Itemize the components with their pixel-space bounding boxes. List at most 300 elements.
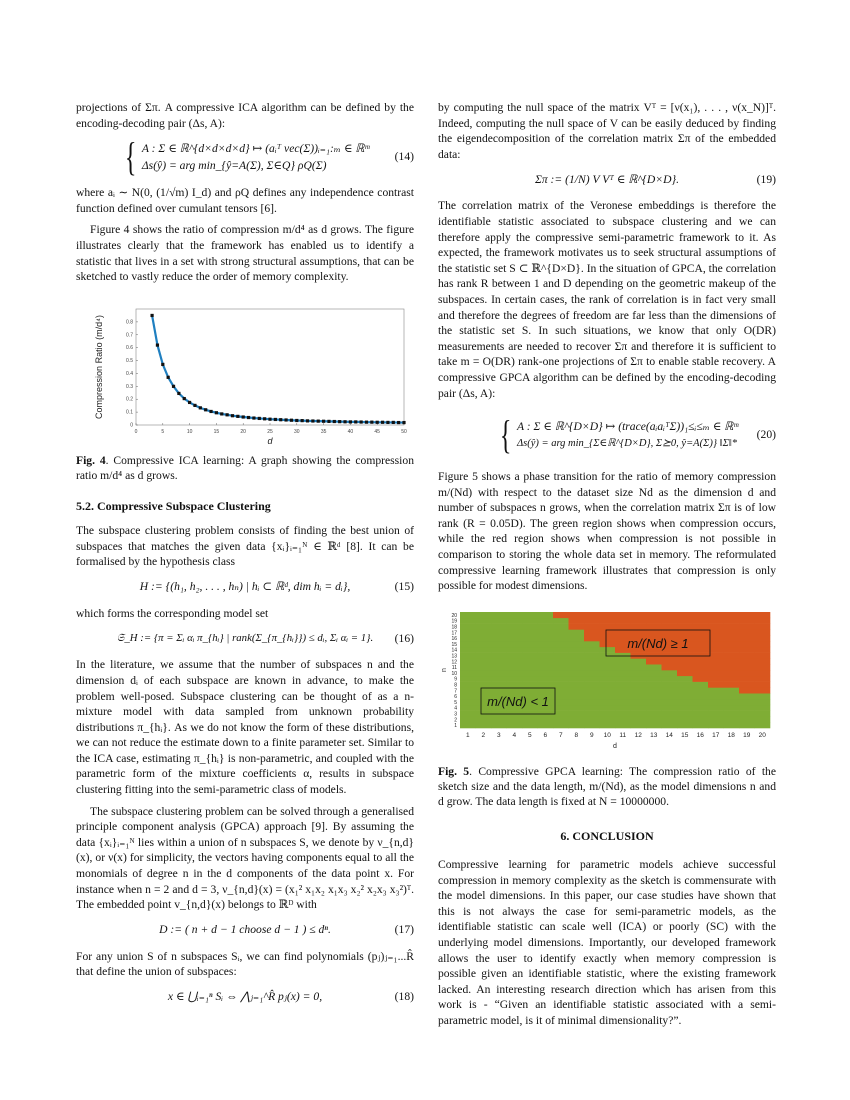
x-tick-label: 3 [496,731,501,739]
heatmap-cell [600,641,616,647]
heatmap-cell [600,647,616,653]
heatmap-cell [646,681,662,687]
heatmap-cell [553,676,569,682]
heatmap-cell [724,623,740,629]
heatmap-cell [662,670,678,676]
data-point [279,418,282,421]
heatmap-cell [600,676,616,682]
heatmap-cell [677,716,693,722]
x-tick-label: 20 [758,731,766,739]
heatmap-cell [615,699,631,705]
heatmap-cell [708,710,724,716]
x-tick-label: 2 [481,731,486,739]
heatmap-cell [569,710,585,716]
heatmap-cell [569,618,585,624]
heatmap-cell [677,710,693,716]
heatmap-cell [460,722,476,728]
heatmap-cell [538,623,554,629]
heatmap-cell [507,676,523,682]
heatmap-cell [755,716,771,722]
heatmap-cell [739,647,755,653]
heatmap-cell [662,664,678,670]
heatmap-cell [755,681,771,687]
heatmap-cell [600,635,616,641]
heatmap-cell [460,687,476,693]
y-tick-label: 9 [454,676,457,683]
paragraph: The subspace clustering problem consists of finding the best union of subspaces that matches the given data {xᵢ}ᵢ₌₁ᴺ ∈ ℝᵈ [8]. It can be formalised by the hypothesis class [76,523,414,569]
heatmap-cell [739,635,755,641]
heatmap-cell [507,612,523,618]
heatmap-cell [677,670,693,676]
heatmap-cell [677,722,693,728]
x-tick-label: 4 [512,731,517,739]
heatmap-cell [739,676,755,682]
heatmap-cell [569,635,585,641]
heatmap-cell [491,635,507,641]
equation-20: { A : Σ ∈ ℝ^{D×D} ↦ (trace(aᵢaᵢᵀΣ))₁≤ᵢ≤ₘ ∈ ℝᵐ Δs(ŷ) = arg min_{Σ∈ℝ^{D×D}, Σ⪰0, ŷ=A(Σ)} ‖Σ‖* (20) [499,412,776,458]
heatmap-cell [724,699,740,705]
heatmap-cell [708,693,724,699]
heatmap-cell [553,652,569,658]
x-tick-label: 20 [240,428,246,435]
heatmap-cell [662,687,678,693]
y-tick-label: 0.5 [126,357,133,364]
equation-number: (19) [756,172,776,186]
heatmap-cell [553,647,569,653]
data-point [156,343,159,346]
heatmap-cell [662,612,678,618]
heatmap-cell [476,681,492,687]
data-point [226,413,229,416]
y-tick-label: 8 [454,682,457,689]
heatmap-cell [755,670,771,676]
y-tick-label: 0.4 [126,370,133,377]
heatmap-cell [553,722,569,728]
heatmap-cell [600,658,616,664]
heatmap-cell [522,635,538,641]
heatmap-cell [522,676,538,682]
heatmap-cell [615,618,631,624]
heatmap-cell [662,681,678,687]
heatmap-cell [739,705,755,711]
heatmap-cell [491,658,507,664]
heatmap-cell [600,722,616,728]
heatmap-cell [646,670,662,676]
heatmap-cell [708,687,724,693]
section-heading-6: 6. CONCLUSION [560,829,654,844]
heatmap-cell [491,664,507,670]
heatmap-cell [677,618,693,624]
heatmap-cell [584,710,600,716]
heatmap-cell [739,681,755,687]
heatmap-cell [755,629,771,635]
heatmap-cell [569,658,585,664]
heatmap-cell [662,705,678,711]
x-tick-label: 1 [465,731,470,739]
heatmap-cell [538,670,554,676]
heatmap-cell [507,635,523,641]
x-tick-label: 11 [619,731,627,739]
heatmap-cell [491,716,507,722]
heatmap-cell [755,693,771,699]
heatmap-cell [693,647,709,653]
heatmap-cell [631,722,647,728]
equation-18: x ∈ ⋃ᵢ₌₁ⁿ Sᵢ ⇔ ⋀ⱼ₌₁^R̂ pⱼ(x) = 0, (18) [167,990,414,1004]
heatmap-cell [522,641,538,647]
heatmap-cell [739,716,755,722]
data-point [284,418,287,421]
heatmap-cell [491,641,507,647]
heatmap-cell [507,664,523,670]
heatmap-cell [739,658,755,664]
heatmap-cell [708,722,724,728]
right-column [438,100,776,1035]
heatmap-cell [460,623,476,629]
heatmap-cell [662,676,678,682]
heatmap-cell [584,618,600,624]
data-point [386,421,389,424]
heatmap-cell [739,693,755,699]
heatmap-cell [724,710,740,716]
heatmap-cell [584,664,600,670]
heatmap-cell [460,681,476,687]
x-tick-label: 6 [543,731,548,739]
y-tick-label: 15 [451,641,457,648]
heatmap-cell [600,716,616,722]
heatmap-cell [693,623,709,629]
heatmap-cell [460,647,476,653]
heatmap-cell [646,722,662,728]
heatmap-cell [569,681,585,687]
heatmap-cell [491,623,507,629]
heatmap-cell [739,710,755,716]
heatmap-cell [600,705,616,711]
heatmap-cell [584,693,600,699]
heatmap-cell [600,710,616,716]
equation-number: (15) [394,579,414,593]
x-tick-label: 13 [650,731,658,739]
heatmap-cell [584,676,600,682]
heatmap-cell [538,612,554,618]
data-point [370,420,373,423]
heatmap-cell [755,722,771,728]
heatmap-cell [522,647,538,653]
heatmap-cell [600,687,616,693]
data-point [258,417,261,420]
heatmap-cell [693,693,709,699]
heatmap-cell [507,618,523,624]
heatmap-cell [584,699,600,705]
equation-number: (14) [394,150,414,164]
heatmap-cell [724,618,740,624]
data-point [354,420,357,423]
heatmap-cell [724,612,740,618]
heatmap-cell [476,658,492,664]
heatmap-cell [476,722,492,728]
heatmap-cell [755,664,771,670]
heatmap-cell [646,693,662,699]
x-tick-label: 35 [320,428,327,435]
figure-4-caption [76,453,414,483]
heatmap-cell [600,681,616,687]
heatmap-cell [584,623,600,629]
heatmap-cell [476,652,492,658]
heatmap-cell [724,652,740,658]
paragraph: Compressive learning for parametric models achieve successful compression in memory complexity as the sketch is commensurate with the model dimensions. In this paper, our case studies have shown that this is not always the case for semi-parametric models, as the identifiable statistic can scale well (ICA) or poorly (SC) with the underlying model dimensions. Importantly, our developed framework allows the user to identify exactly when memory compression is possible given an identifiable statistic, where the existing framework lacked. An interesting research direction which has arisen from this work is - “Given an identifiable statistic associated with a semi-parametric model, is it of minimal dimensionality?”. [438,858,776,1027]
heatmap-cell [460,652,476,658]
heatmap-cell [631,658,647,664]
caption-label: Fig. 5 [438,765,470,779]
heatmap-cell [693,658,709,664]
data-point [150,314,153,317]
heatmap-cell [693,699,709,705]
heatmap-cell [708,670,724,676]
equation-number: (20) [756,428,776,442]
eq20-line2: Δs(ŷ) = arg min_{Σ∈ℝ^{D×D}, Σ⪰0, ŷ=A(Σ)} ‖Σ‖* [516,438,738,450]
paragraph: projections of Σπ. A compressive ICA algorithm can be defined by the encoding-decoding pair (Δs, A): [76,101,414,130]
paragraph: where aᵢ ∼ N(0, (1/√m) I_d) and ρQ defines any independence contrast function defined over cumulant tensors [6]. [76,186,414,215]
heatmap-cell [739,670,755,676]
heatmap-cell [476,618,492,624]
heatmap-cell [538,716,554,722]
y-tick-label: 13 [451,653,457,660]
heatmap-cell [708,681,724,687]
data-point [402,421,405,424]
heatmap-cell [476,635,492,641]
data-point [263,417,266,420]
heatmap-cell [693,710,709,716]
heatmap-cell [507,658,523,664]
data-point [167,375,170,378]
heatmap-cell [538,629,554,635]
data-point [311,419,314,422]
heatmap-cell [522,618,538,624]
heatmap-cell [569,623,585,629]
y-axis-label: n [441,667,448,672]
heatmap-cell [569,641,585,647]
heatmap-cell [522,681,538,687]
y-tick-label: 17 [451,630,457,637]
x-tick-label: 16 [696,731,704,739]
heatmap-cell [522,623,538,629]
heatmap-cell [724,670,740,676]
heatmap-cell [507,629,523,635]
heatmap-cell [677,681,693,687]
data-point [172,384,175,387]
data-point [290,418,293,421]
heatmap-cell [631,705,647,711]
heatmap-cell [553,635,569,641]
equation-16: 𝔖_H := {π = Σᵢ αᵢ π_{hᵢ} | rank(Σ_{π_{hᵢ}}) ≤ dᵢ, Σᵢ αᵢ = 1}. (16) [116,631,414,645]
x-tick-label: 15 [681,731,689,739]
heatmap-cell [538,635,554,641]
heatmap-cell [662,693,678,699]
x-tick-label: 18 [727,731,735,739]
heatmap-cell [631,710,647,716]
heatmap-cell [724,705,740,711]
data-point [268,417,271,420]
x-tick-label: 40 [347,428,354,435]
heatmap-cell [553,629,569,635]
heatmap-cell [755,705,771,711]
heatmap-cell [662,658,678,664]
heatmap-cell [724,664,740,670]
heatmap-cell [631,676,647,682]
y-tick-label: 10 [451,670,457,677]
heatmap-cell [739,629,755,635]
heatmap-cell [755,676,771,682]
heatmap-cell [755,687,771,693]
heatmap-cell [693,670,709,676]
heatmap-cell [569,699,585,705]
heatmap-cell [491,652,507,658]
heatmap-cell [460,629,476,635]
heatmap-cell [677,693,693,699]
equation-number: (16) [394,631,414,645]
heatmap-cell [538,618,554,624]
heatmap-cell [615,705,631,711]
heatmap-cell [507,722,523,728]
heatmap-cell [615,681,631,687]
heatmap-cell [739,641,755,647]
x-tick-label: 19 [743,731,751,739]
heatmap-cell [553,664,569,670]
heatmap-cell [491,618,507,624]
y-tick-label: 0.7 [126,332,133,339]
heatmap-cell [631,664,647,670]
x-tick-label: 14 [665,731,673,739]
y-tick-label: 3 [454,711,457,718]
heatmap-cell [646,658,662,664]
heatmap-cell [569,664,585,670]
y-tick-label: 0.1 [126,409,133,416]
heatmap-cell [476,629,492,635]
caption-text: . Compressive GPCA learning: The compression ratio of the sketch size and the data length, m/(Nd), as the model dimensions n and d grow. The data length is fixed at N = 10000000. [438,765,776,809]
heatmap-cell [693,716,709,722]
heatmap-cell [755,710,771,716]
y-tick-label: 19 [451,618,457,625]
heatmap-cell [460,670,476,676]
heatmap-cell [677,664,693,670]
heatmap-cell [460,705,476,711]
heatmap-cell [724,687,740,693]
data-point [242,415,245,418]
heatmap-cell [755,641,771,647]
data-point [247,416,250,419]
x-axis-label: d [267,435,273,445]
y-tick-label: 20 [451,612,457,619]
heatmap-cell [646,716,662,722]
heatmap-cell [522,629,538,635]
plot-frame [136,309,404,425]
x-axis-label: d [613,742,617,750]
data-point [365,420,368,423]
heatmap-cell [708,658,724,664]
y-tick-label: 5 [454,699,457,706]
heatmap-cell [615,676,631,682]
heatmap-cell [522,652,538,658]
heatmap-cell [615,693,631,699]
heatmap-cell [631,687,647,693]
paragraph: The subspace clustering problem can be solved through a generalised principle component analysis (GPCA) approach [9]. By assuming the data {xᵢ}ᵢ₌₁ᴺ lies within a union of n subspaces S, we denote by ν_{n,d}(x), or ν(x) for simplicity, the vectors having components equal to all the monomials of degree n in the d components of the data point x. For instance when n = 2 and d = 3, ν_{n,d}(x) = (x₁² x₁x₂ x₁x₃ x₂² x₂x₃ x₃²)ᵀ. The embedded point v_{n,d}(x) belongs to ℝᴰ with [76,804,414,912]
data-point [317,419,320,422]
heatmap-cell [460,612,476,618]
heatmap-cell [553,716,569,722]
heatmap-cell [693,618,709,624]
heatmap-cell [460,676,476,682]
heatmap-cell [646,687,662,693]
heatmap-cell [460,635,476,641]
x-tick-label: 5 [161,428,165,435]
heatmap-cell [755,699,771,705]
heatmap-cell [491,629,507,635]
heatmap-cell [491,722,507,728]
heatmap-cell [569,647,585,653]
y-tick-label: 6 [454,693,457,700]
heatmap-cell [755,612,771,618]
figure-5-caption [438,764,776,809]
x-tick-label: 5 [527,731,532,739]
heatmap-cell [755,647,771,653]
heatmap-cell [538,652,554,658]
heatmap-cell [460,641,476,647]
heatmap-cell [460,716,476,722]
heatmap-cell [708,623,724,629]
x-tick-label: 25 [267,428,273,435]
figure-5-heatmap [438,608,776,756]
x-tick-label: 8 [574,731,579,739]
heatmap-cell [538,722,554,728]
heatmap-cell [600,670,616,676]
data-point [177,392,180,395]
heatmap-cell [584,722,600,728]
paragraph: Figure 5 shows a phase transition for the ratio of memory compression m/(Nd) with respect to the dataset size Nd as the dimension d and number of subspaces n grows, when the correlation matrix Σπ is of low rank (R = 0.05D). The green region shows when compression occurs, while the red region shows when compression is not possible in comparison to storing the whole data set in memory. The reformulated compressive learning framework illustrates that compression is only possible for modest dimensions. [438,470,776,593]
heatmap-cell [677,623,693,629]
heatmap-cell [460,710,476,716]
y-tick-label: 0.3 [126,383,133,390]
heatmap-cell [600,612,616,618]
heatmap-cell [569,687,585,693]
heatmap-cell [739,623,755,629]
heatmap-cell [522,612,538,618]
y-tick-label: 1 [454,722,457,729]
x-tick-label: 0 [134,428,138,435]
heatmap-cell [522,716,538,722]
heatmap-cell [600,664,616,670]
heatmap-cell [724,693,740,699]
heatmap-cell [460,693,476,699]
heatmap-cell [584,629,600,635]
data-point [295,419,298,422]
heatmap-cell [584,705,600,711]
heatmap-cell [476,612,492,618]
heatmap-cell [569,612,585,618]
x-tick-label: 30 [294,428,300,435]
heatmap-cell [476,623,492,629]
data-point [220,412,223,415]
heatmap-cell [538,641,554,647]
data-point [252,416,255,419]
heatmap-cell [677,658,693,664]
heatmap-cell [460,618,476,624]
heatmap-cell [615,612,631,618]
heatmap-cell [662,699,678,705]
heatmap-cell [631,699,647,705]
section-heading-5-2: 5.2. Compressive Subspace Clustering [76,499,271,514]
heatmap-cell [553,670,569,676]
heatmap-cell [724,676,740,682]
x-tick-label: 10 [603,731,611,739]
